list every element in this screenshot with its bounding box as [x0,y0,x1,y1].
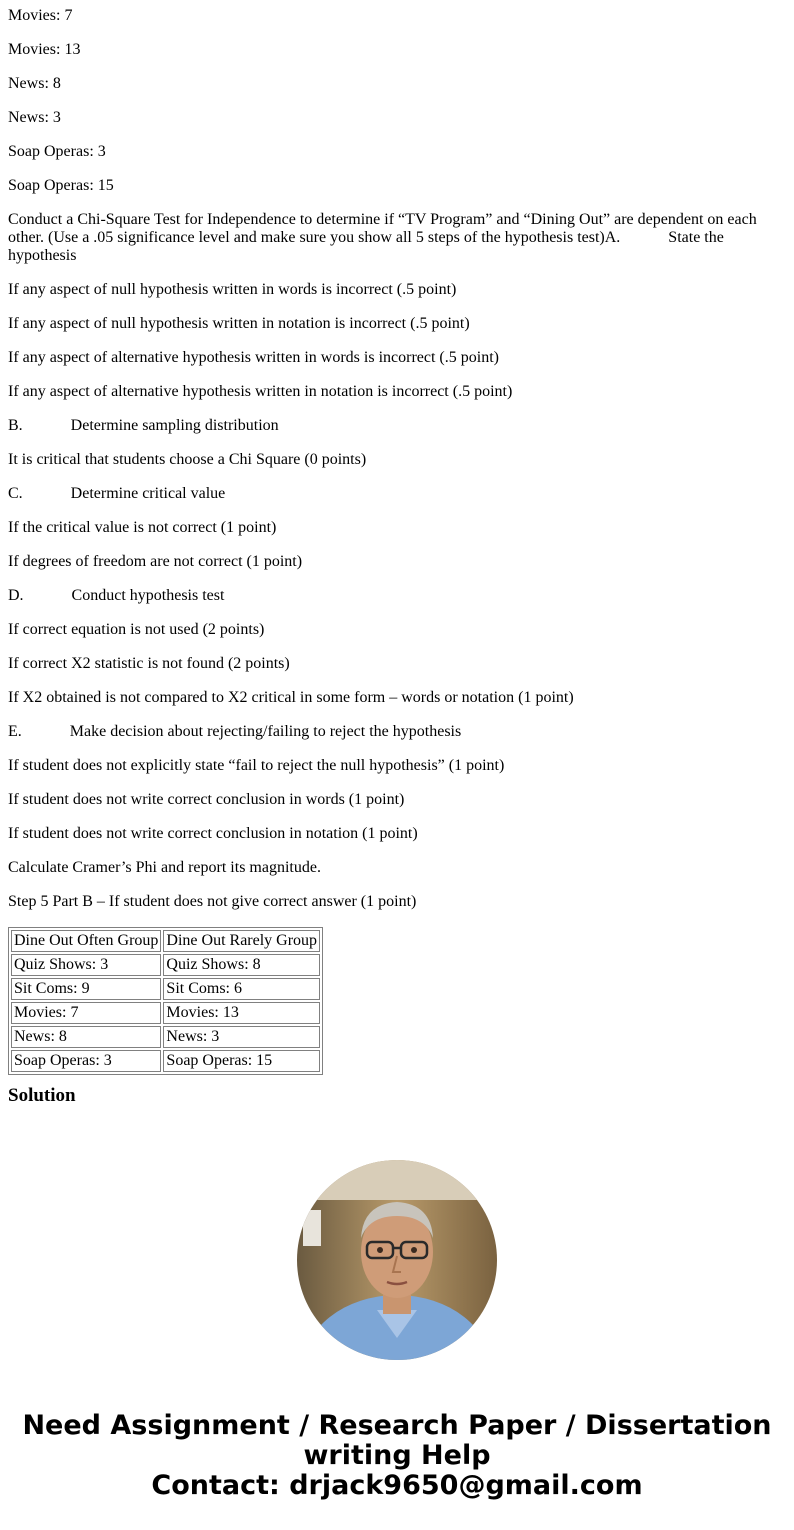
solution-heading: Solution [8,1085,76,1106]
paragraph: Movies: 13 [8,41,81,58]
paragraph: If any aspect of alternative hypothesis written in words is incorrect (.5 point) [8,349,499,366]
table-cell: News: 3 [163,1026,320,1048]
step-heading: B. Determine sampling distribution [8,417,279,434]
paragraph: If correct equation is not used (2 points) [8,621,265,638]
table-cell: Movies: 13 [163,1002,320,1024]
paragraph: Movies: 7 [8,7,73,24]
paragraph: If degrees of freedom are not correct (1 point) [8,553,303,570]
table-header-cell: Dine Out Often Group [11,930,161,952]
paragraph: If any aspect of null hypothesis written in notation is incorrect (.5 point) [8,315,470,332]
table-row [11,1050,320,1072]
table-cell: Soap Operas: 15 [163,1050,320,1072]
paragraph: If the critical value is not correct (1 point) [8,519,277,536]
paragraph: If any aspect of null hypothesis written in words is incorrect (.5 point) [8,281,457,298]
footer-banner [0,1411,794,1501]
step-heading: D. Conduct hypothesis test [8,587,225,604]
footer-line: Need Assignment / Research Paper / Dissertation [22,1410,772,1441]
paragraph: If student does not write correct conclusion in words (1 point) [8,791,405,808]
paragraph: Conduct a Chi-Square Test for Independence to determine if “TV Program” and “Dining Out” are dependent on each other. (Use a .05 significance level and make sure you show all 5 steps of the hypothesis test)A. State the hypothesis [8,211,761,264]
table-cell: Sit Coms: 6 [163,978,320,1000]
table-row [11,954,320,976]
avatar [297,1160,497,1360]
table-cell: Sit Coms: 9 [11,978,161,1000]
paragraph: Soap Operas: 15 [8,177,114,194]
table-row [11,1026,320,1048]
step-heading: E. Make decision about rejecting/failing to reject the hypothesis [8,723,462,740]
table-header-cell: Dine Out Rarely Group [163,930,320,952]
paragraph: Step 5 Part B – If student does not give correct answer (1 point) [8,893,417,910]
paragraph: If student does not write correct conclusion in notation (1 point) [8,825,418,842]
footer-line: writing Help [303,1440,491,1471]
table-row [11,978,320,1000]
paragraph: News: 8 [8,75,61,92]
paragraph: Calculate Cramer’s Phi and report its magnitude. [8,859,321,876]
paragraph: If any aspect of alternative hypothesis written in notation is incorrect (.5 point) [8,383,513,400]
table-cell: Soap Operas: 3 [11,1050,161,1072]
paragraph: It is critical that students choose a Chi Square (0 points) [8,451,367,468]
table-row [11,930,320,952]
paragraph: Soap Operas: 3 [8,143,106,160]
data-table [8,927,323,1075]
table-row [11,1002,320,1024]
avatar-portrait [297,1160,497,1360]
table-cell: Quiz Shows: 3 [11,954,161,976]
paragraph: If X2 obtained is not compared to X2 critical in some form – words or notation (1 point) [8,689,574,706]
footer-contact: Contact: drjack9650@gmail.com [151,1470,643,1501]
table-cell: Movies: 7 [11,1002,161,1024]
document-body [0,7,794,1107]
table-cell: Quiz Shows: 8 [163,954,320,976]
step-heading: C. Determine critical value [8,485,226,502]
paragraph: News: 3 [8,109,61,126]
table-cell: News: 8 [11,1026,161,1048]
paragraph: If correct X2 statistic is not found (2 points) [8,655,290,672]
paragraph: If student does not explicitly state “fail to reject the null hypothesis” (1 point) [8,757,505,774]
